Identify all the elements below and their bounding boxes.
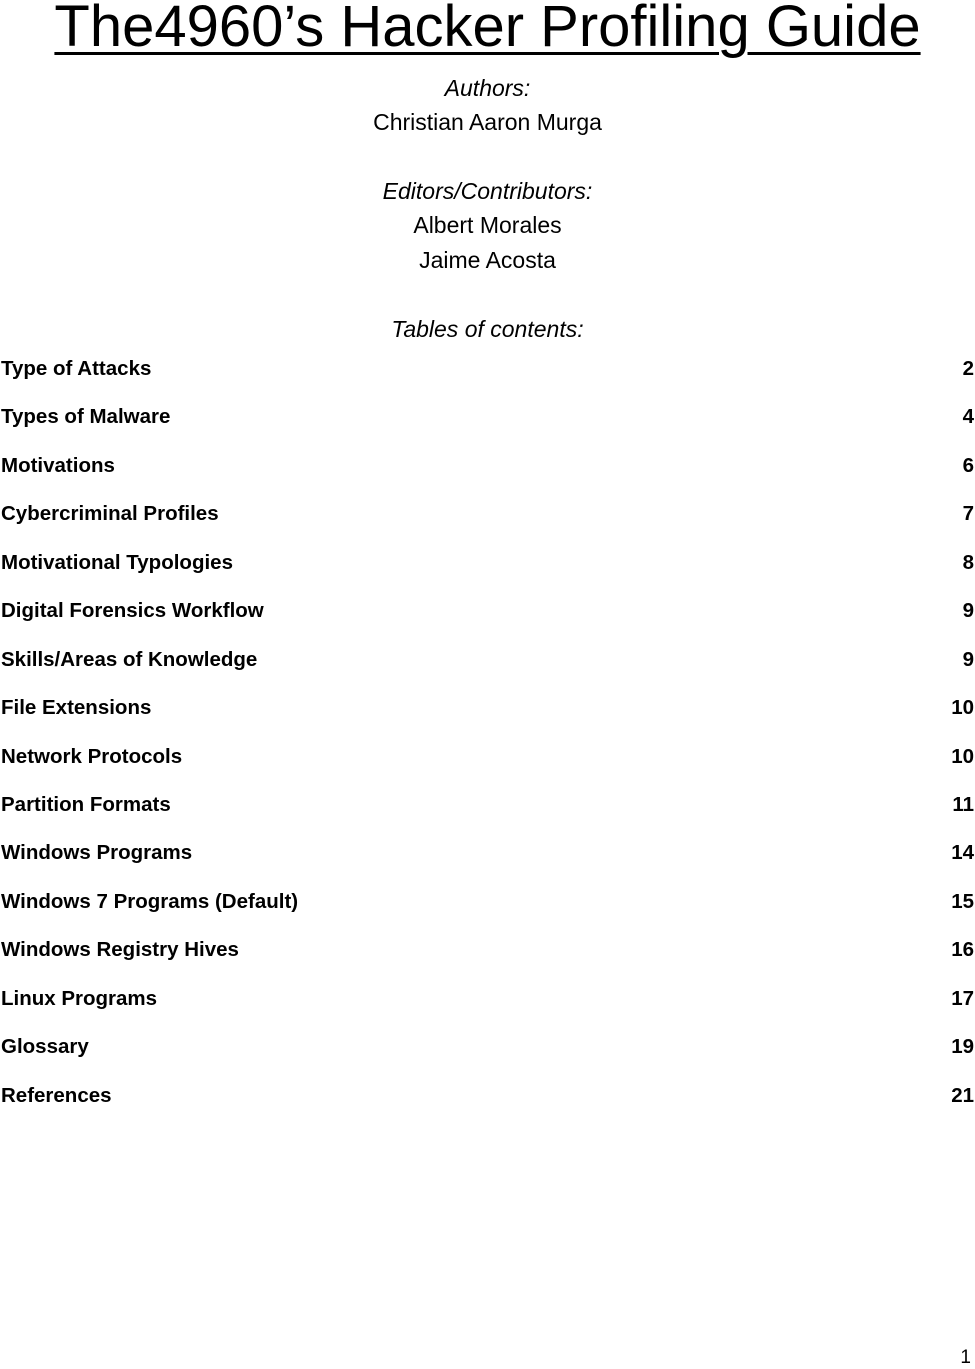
author-name: Christian Aaron Murga xyxy=(373,109,602,135)
toc-entry-page[interactable]: 19 xyxy=(951,1035,974,1059)
toc-entry-title[interactable]: Digital Forensics Workflow xyxy=(1,599,264,623)
toc-entry-title[interactable]: Motivations xyxy=(1,453,115,477)
table-of-contents xyxy=(0,354,975,1129)
toc-entry-page[interactable]: 4 xyxy=(962,405,974,429)
toc-entry-title[interactable]: Motivational Typologies xyxy=(1,550,233,574)
authors-heading: Authors: xyxy=(444,75,531,101)
toc-entry[interactable] xyxy=(0,1032,975,1080)
toc-entry-title[interactable]: Glossary xyxy=(1,1035,89,1059)
toc-entry-page[interactable]: 7 xyxy=(962,502,974,526)
document-title: The4960’s Hacker Profiling Guide xyxy=(54,0,921,59)
toc-entry-page[interactable]: 17 xyxy=(951,986,974,1010)
toc-entry-title[interactable]: Windows Registry Hives xyxy=(1,938,239,962)
toc-entry[interactable] xyxy=(0,693,975,741)
toc-entry[interactable] xyxy=(0,742,975,790)
toc-entry[interactable] xyxy=(0,887,975,935)
toc-entry-title[interactable]: Windows 7 Programs (Default) xyxy=(1,889,299,913)
toc-entry[interactable] xyxy=(0,548,975,596)
editor-name: Albert Morales xyxy=(413,212,562,238)
toc-entry-title[interactable]: File Extensions xyxy=(1,696,152,720)
toc-entry[interactable] xyxy=(0,790,975,838)
toc-entry-page[interactable]: 8 xyxy=(962,550,974,574)
editors-heading: Editors/Contributors: xyxy=(382,178,593,204)
toc-entry-title[interactable]: Windows Programs xyxy=(1,841,193,865)
toc-entry-page[interactable]: 14 xyxy=(951,841,974,865)
toc-entry-page[interactable]: 6 xyxy=(962,453,974,477)
toc-entry[interactable] xyxy=(0,1081,975,1129)
toc-entry-title[interactable]: Types of Malware xyxy=(1,405,171,429)
toc-entry-page[interactable]: 16 xyxy=(951,938,974,962)
toc-entry-title[interactable]: Linux Programs xyxy=(1,986,158,1010)
toc-entry-title[interactable]: Cybercriminal Profiles xyxy=(1,502,219,526)
toc-entry-title[interactable]: Partition Formats xyxy=(1,792,171,816)
toc-entry-page[interactable]: 9 xyxy=(962,647,974,671)
toc-entry-page[interactable]: 11 xyxy=(952,792,974,816)
page-number: 1 xyxy=(960,1347,971,1368)
editor-name: Jaime Acosta xyxy=(419,247,556,273)
toc-entry-page[interactable]: 9 xyxy=(962,599,974,623)
toc-entry[interactable] xyxy=(0,838,975,886)
toc-entry-page[interactable]: 21 xyxy=(951,1083,974,1107)
toc-entry-page[interactable]: 15 xyxy=(951,889,974,913)
toc-entry[interactable] xyxy=(0,451,975,499)
toc-entry[interactable] xyxy=(0,402,975,450)
toc-entry-page[interactable]: 10 xyxy=(951,744,974,768)
toc-entry[interactable] xyxy=(0,596,975,644)
toc-entry-title[interactable]: Skills/Areas of Knowledge xyxy=(1,647,258,671)
toc-entry-title[interactable]: References xyxy=(1,1083,112,1107)
toc-entry[interactable] xyxy=(0,354,975,402)
toc-entry[interactable] xyxy=(0,984,975,1032)
toc-entry-title[interactable]: Type of Attacks xyxy=(1,357,152,380)
toc-heading: Tables of contents: xyxy=(391,316,584,342)
toc-entry[interactable] xyxy=(0,935,975,983)
toc-entry-page[interactable]: 2 xyxy=(962,357,974,380)
toc-entry[interactable] xyxy=(0,499,975,547)
toc-entry-page[interactable]: 10 xyxy=(951,696,974,720)
toc-entry-title[interactable]: Network Protocols xyxy=(1,744,183,768)
toc-entry[interactable] xyxy=(0,645,975,693)
